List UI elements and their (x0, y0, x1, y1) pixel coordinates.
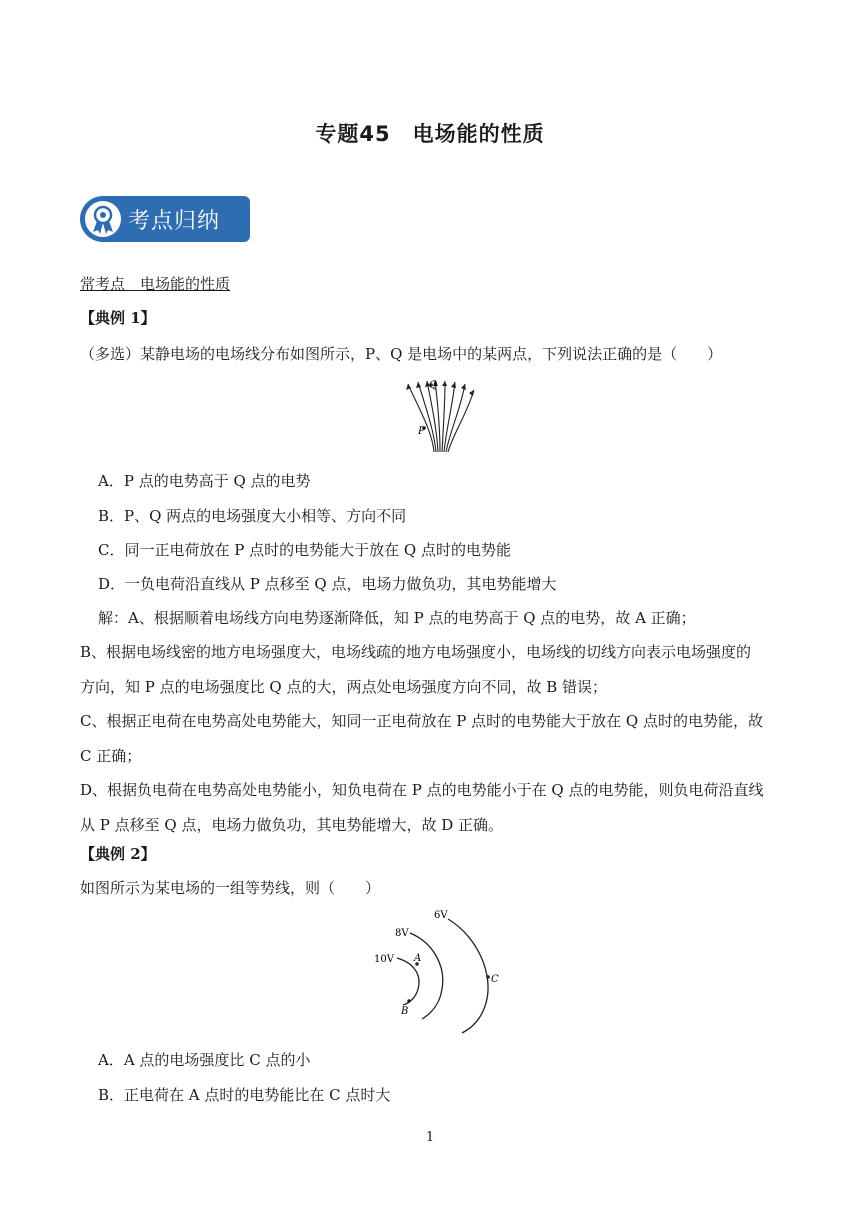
example1-option-d: D．一负电荷沿直线从 P 点移至 Q 点，电场力做负功，其电势能增大 (98, 575, 557, 593)
page-number: 1 (425, 1130, 435, 1145)
label-a: A (414, 953, 422, 964)
p-label: P (418, 426, 425, 437)
field-lines-figure (400, 376, 480, 454)
solution-d-line2: 从 P 点移至 Q 点，电场力做负功，其电势能增大，故 D 正确。 (80, 816, 504, 834)
example2-heading: 【典例 2】 (80, 845, 156, 863)
solution-b-line2: 方向，知 P 点的电场强度比 Q 点的大，两点处电场强度方向不同，故 B 错误； (80, 678, 608, 696)
solution-b-line1: B、根据电场线密的地方电场强度大，电场线疏的地方电场强度小，电场线的切线方向表示电场强度的 (80, 643, 752, 661)
solution-intro: 解：A、根据顺着电场线方向电势逐渐降低，知 P 点的电势高于 Q 点的电势，故 A 正确； (98, 609, 696, 627)
badge-label: 考点归纳 (128, 209, 221, 234)
label-c: C (491, 974, 499, 985)
label-b: B (401, 1006, 409, 1017)
solution-c-line1: C、根据正电荷在电势高处电势能大，知同一正电荷放在 P 点时的电势能大于放在 Q 点时的电势能，故 (80, 712, 763, 730)
ribbon-award-icon (83, 199, 123, 239)
example2-option-a: A．A 点的电场强度比 C 点的小 (98, 1051, 311, 1069)
example1-option-c: C．同一正电荷放在 P 点时的电势能大于放在 Q 点时的电势能 (98, 541, 511, 559)
example2-question: 如图所示为某电场的一组等势线，则（ ） (80, 879, 381, 897)
section-badge (80, 196, 250, 242)
example2-option-b: B．正电荷在 A 点时的电势能比在 C 点时大 (98, 1086, 391, 1104)
example1-option-b: B．P、Q 两点的电场强度大小相等、方向不同 (98, 507, 407, 525)
example1-question: （多选）某静电场的电场线分布如图所示，P、Q 是电场中的某两点，下列说法正确的是（ ） (80, 345, 723, 363)
example1-option-a: A．P 点的电势高于 Q 点的电势 (98, 472, 311, 490)
section-heading: 常考点 电场能的性质 (80, 275, 231, 293)
solution-d-line1: D、根据负电荷在电势高处电势能小，知负电荷在 P 点的电势能小于在 Q 点的电势能，则负电荷沿直线 (80, 781, 764, 799)
equipotential-figure (370, 905, 510, 1035)
example1-heading: 【典例 1】 (80, 309, 156, 327)
label-10v: 10V (374, 954, 394, 965)
label-8v: 8V (395, 928, 409, 939)
q-label: Q (429, 380, 438, 391)
page-title: 专题45 电场能的性质 (315, 122, 545, 146)
solution-c-line2: C 正确； (80, 747, 142, 765)
label-6v: 6V (434, 910, 448, 921)
